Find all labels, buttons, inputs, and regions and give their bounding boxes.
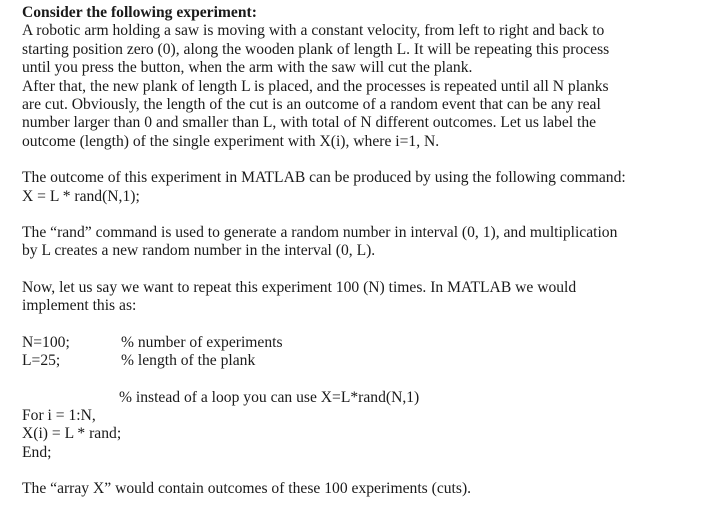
code-line: X(i) = L * rand; — [22, 425, 122, 443]
text-line: Now, let us say we want to repeat this experiment 100 (N) times. In MATLAB we would — [22, 278, 577, 296]
text-line: The outcome of this experiment in MATLAB can be produced by using the following command: — [22, 169, 626, 187]
paragraph-experiment-description — [22, 22, 707, 151]
code-variable: N=100; — [22, 333, 70, 351]
text-line: by L creates a new random number in the interval (0, L). — [22, 242, 376, 260]
paragraph-repeat-intro — [22, 279, 707, 316]
text-line: implement this as: — [22, 297, 137, 315]
text-line: are cut. Obviously, the length of the cut is an outcome of a random event that can be any real — [22, 96, 601, 114]
text-line: starting position zero (0), along the wooden plank of length L. It will be repeating this process — [22, 40, 610, 58]
text-line: until you press the button, when the arm with the saw will cut the plank. — [22, 59, 473, 77]
paragraph-spacer — [22, 206, 707, 224]
code-variable-row — [22, 352, 707, 370]
text-line: number larger than 0 and smaller than L, with total of N different outcomes. Let us label the — [22, 114, 597, 132]
document-title: Consider the following experiment: — [22, 4, 257, 21]
paragraph-spacer — [22, 462, 707, 480]
loop-comment: % instead of a loop you can use X=L*rand(N,1) — [119, 388, 420, 406]
code-loop-block — [22, 407, 707, 462]
code-line: End; — [22, 443, 52, 461]
code-comment: % number of experiments — [121, 333, 283, 351]
code-variable-block — [22, 334, 707, 371]
code-variable: L=25; — [22, 352, 61, 370]
paragraph-spacer — [22, 151, 707, 169]
text-line: After that, the new plank of length L is placed, and the processes is repeated until all N planks — [22, 77, 609, 95]
document-body — [22, 4, 707, 499]
text-line: A robotic arm holding a saw is moving with a constant velocity, from left to right and back to — [22, 22, 605, 40]
final-statement: The “array X” would contain outcomes of these 100 experiments (cuts). — [22, 480, 472, 498]
paragraph-rand-explanation — [22, 224, 707, 261]
paragraph-spacer — [22, 261, 707, 279]
paragraph-matlab-command — [22, 169, 707, 206]
code-comment: % length of the plank — [121, 352, 256, 370]
paragraph-spacer — [22, 371, 707, 389]
code-line: X = L * rand(N,1); — [22, 187, 140, 205]
text-line: The “rand” command is used to generate a random number in interval (0, 1), and multiplication — [22, 224, 618, 242]
text-line: outcome (length) of the single experiment with X(i), where i=1, N. — [22, 132, 440, 150]
paragraph-spacer — [22, 316, 707, 334]
code-line: For i = 1:N, — [22, 406, 96, 424]
code-variable-row — [22, 334, 707, 352]
